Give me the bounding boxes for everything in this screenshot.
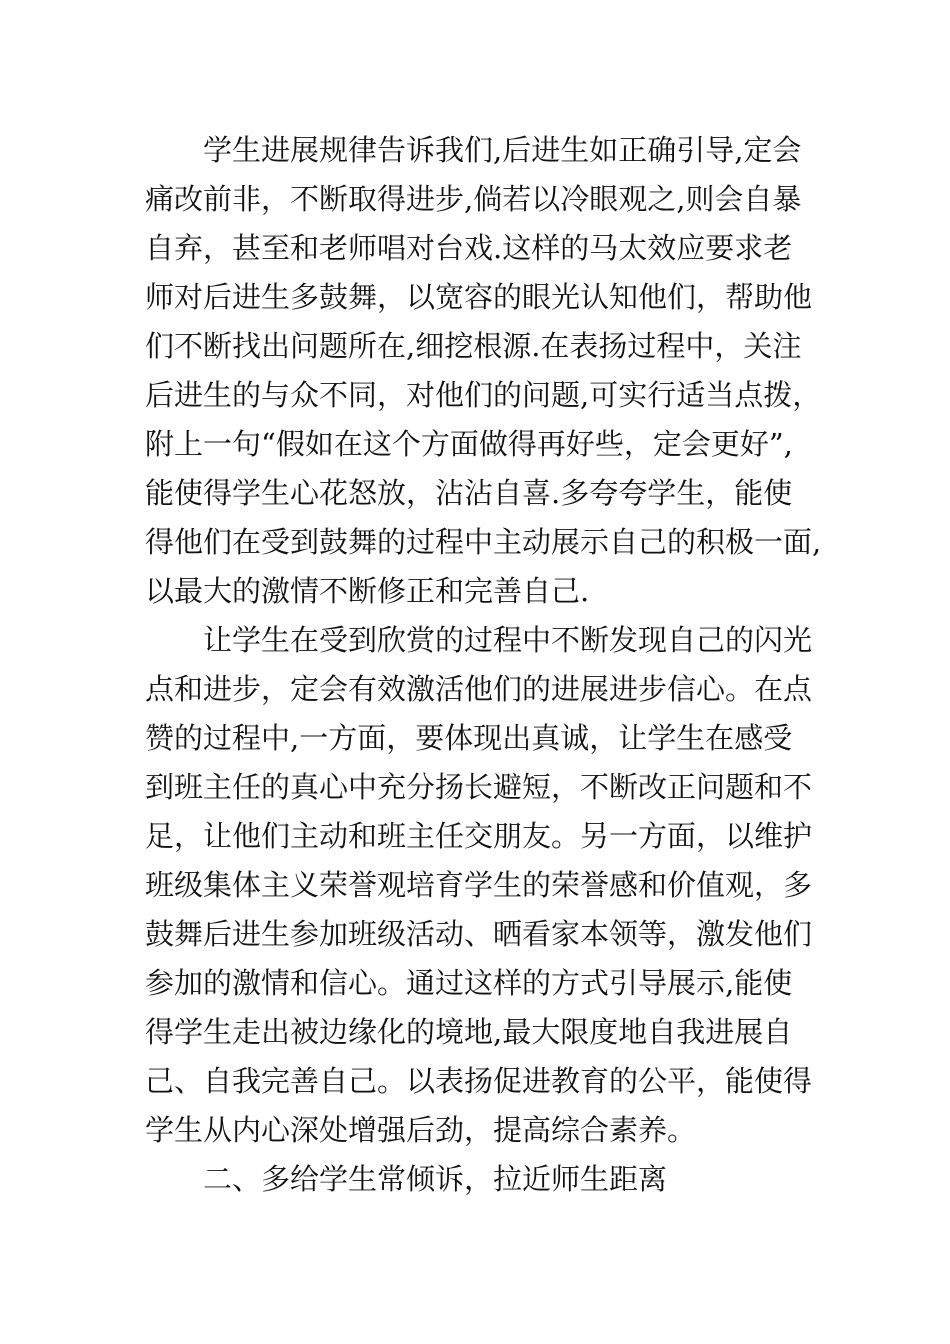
paragraph-2-line-11: 学生从内心深处增强后劲，提高综合素养。 (145, 1113, 697, 1147)
paragraph-2-line-10: 己、自我完善自己。以表扬促进教育的公平，能使得 (145, 1064, 813, 1098)
paragraph-2-line-7: 鼓舞后进生参加班级活动、晒看家本领等，激发他们 (145, 917, 813, 951)
paragraph-1-line-10: 以最大的激情不断修正和完善自己. (145, 574, 590, 608)
paragraph-1-line-6: 后进生的与众不同，对他们的问题,可实行适当点拨， (145, 378, 822, 412)
paragraph-1-line-4: 师对后进生多鼓舞，以宽容的眼光认知他们，帮助他 (145, 280, 813, 314)
paragraph-1-line-2: 痛改前非，不断取得进步,倘若以冷眼观之,则会自暴 (145, 182, 802, 216)
paragraph-1-line-9: 得他们在受到鼓舞的过程中主动展示自己的积极一面, (145, 525, 822, 559)
section-heading: 二、多给学生常倾诉，拉近师生距离 (203, 1162, 668, 1196)
paragraph-1-line-8: 能使得学生心花怒放，沾沾自喜.多夸夸学生，能使 (145, 476, 793, 510)
paragraph-1-line-7: 附上一句“假如在这个方面做得再好些，定会更好”, (145, 427, 793, 461)
paragraph-2-line-2: 点和进步，定会有效激活他们的进展进步信心。在点 (145, 672, 813, 706)
paragraph-1-line-1: 学生进展规律告诉我们,后进生如正确引导,定会 (203, 133, 802, 167)
paragraph-1-line-3: 自弃，甚至和老师唱对台戏.这样的马太效应要求老 (145, 231, 793, 265)
paragraph-2-line-3: 赞的过程中,一方面，要体现出真诚，让学生在感受 (145, 721, 793, 755)
paragraph-2-line-5: 足，让他们主动和班主任交朋友。另一方面，以维护 (145, 819, 813, 853)
body-text (145, 126, 822, 1204)
paragraph-2-line-6: 班级集体主义荣誉观培育学生的荣誉感和价值观，多 (145, 868, 813, 902)
paragraph-2-line-9: 得学生走出被边缘化的境地,最大限度地自我进展自 (145, 1015, 793, 1049)
paragraph-2-line-8: 参加的激情和信心。通过这样的方式引导展示,能使 (145, 966, 793, 1000)
paragraph-2-line-1: 让学生在受到欣赏的过程中不断发现自己的闪光 (203, 623, 813, 657)
paragraph-2-line-4: 到班主任的真心中充分扬长避短，不断改正问题和不 (145, 770, 813, 804)
paragraph-1-line-5: 们不断找出问题所在,细挖根源.在表扬过程中，关注 (145, 329, 802, 363)
